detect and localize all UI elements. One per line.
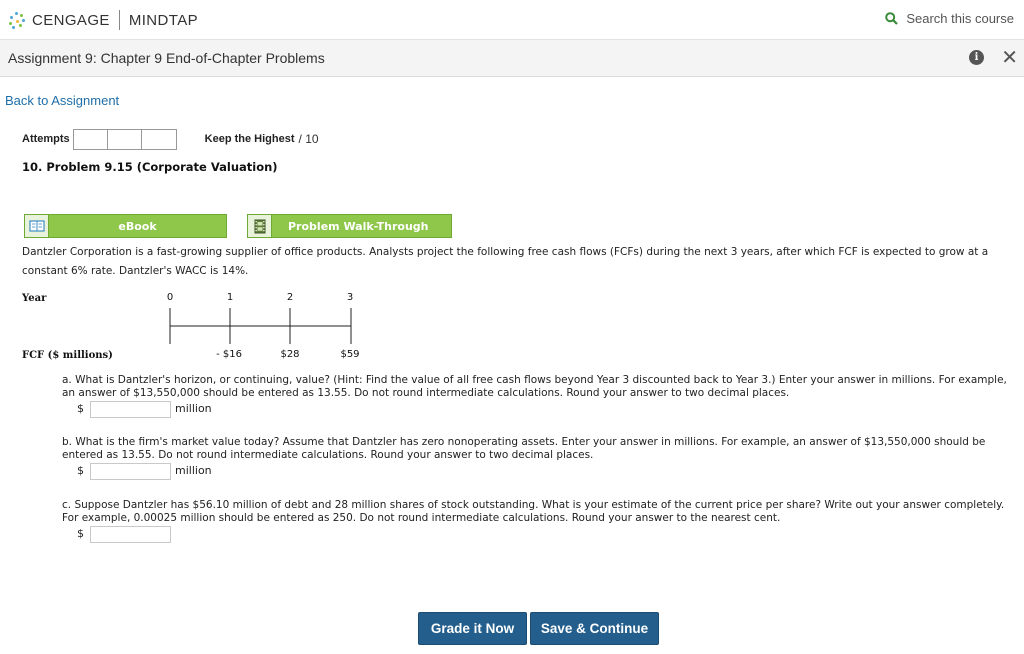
question-a-text: a. What is Dantzler's horizon, or continuing, value? (Hint: Find the value of all free cash flows beyond Year 3 discounted back to Year 3.) Enter your answer in millions. For example, an answer of $13,550,000 should be entered as 13.55. Do not round intermediate calculations. Round your answer to two decimal places.	[62, 374, 1007, 399]
fcf-year-3: $59	[340, 349, 360, 360]
info-icon[interactable]: i	[969, 50, 984, 65]
year-0: 0	[166, 292, 174, 303]
cengage-logo[interactable]	[8, 9, 198, 31]
top-bar	[0, 0, 1024, 40]
currency-symbol: $	[77, 526, 84, 540]
attempt-box	[142, 130, 176, 149]
problem-title: 10. Problem 9.15 (Corporate Valuation)	[22, 160, 278, 174]
attempt-box	[108, 130, 142, 149]
close-icon[interactable]: ✕	[1001, 45, 1018, 69]
search-icon	[885, 12, 898, 25]
problem-walkthrough-button[interactable]	[247, 214, 452, 238]
year-1: 1	[226, 292, 234, 303]
film-icon	[248, 215, 272, 237]
year-label: Year	[22, 293, 47, 304]
brand-cengage: CENGAGE	[32, 11, 110, 29]
unit-label: million	[175, 463, 212, 477]
unit-label: million	[175, 401, 212, 415]
attempt-box	[74, 130, 108, 149]
question-c	[62, 499, 1007, 543]
answer-c-input[interactable]	[90, 526, 171, 543]
ebook-button[interactable]	[24, 214, 227, 238]
save-continue-button[interactable]: Save & Continue	[530, 612, 659, 645]
book-icon	[25, 215, 49, 237]
year-2: 2	[286, 292, 294, 303]
answer-a-row	[77, 400, 1007, 418]
ebook-label: eBook	[118, 219, 157, 233]
answer-c-row	[77, 525, 1007, 543]
fcf-label: FCF ($ millions)	[22, 350, 113, 361]
fcf-year-1: - $16	[216, 349, 242, 360]
fcf-year-2: $28	[280, 349, 300, 360]
assignment-title-bar	[0, 40, 1024, 77]
keep-highest-label: Keep the Highest	[204, 133, 295, 145]
assignment-title: Assignment 9: Chapter 9 End-of-Chapter Problems	[8, 50, 325, 66]
attempts-row	[22, 128, 319, 150]
grade-it-now-button[interactable]: Grade it Now	[418, 612, 527, 645]
question-b	[62, 436, 1007, 480]
question-a	[62, 374, 1007, 418]
question-b-text: b. What is the firm's market value today? Assume that Dantzler has zero nonoperating assets. Enter your answer in millions. For example, an answer of $13,550,000 should be entered as 13.55. Do not round intermediate calculations. Round your answer to two decimal places.	[62, 436, 986, 461]
cash-flow-timeline	[0, 288, 400, 368]
currency-symbol: $	[77, 463, 84, 477]
search-course[interactable]	[885, 11, 1014, 26]
walkthrough-label: Problem Walk-Through	[288, 219, 429, 233]
question-c-text: c. Suppose Dantzler has $56.10 million of debt and 28 million shares of stock outstanding. What is your estimate of the current price per share? Write out your answer completely. For example, 0.00025 million should be entered as 250. Do not round intermediate calculations. Round your answer to the nearest cent.	[62, 499, 1005, 524]
currency-symbol: $	[77, 401, 84, 415]
attempts-label: Attempts	[22, 133, 70, 145]
problem-statement: Dantzler Corporation is a fast-growing supplier of office products. Analysts project the following free cash flows (FCFs) during the next 3 years, after which FCF is expected to grow at a constant 6% rate. Dantzler's WACC is 14%.	[22, 246, 989, 277]
attempts-max: / 10	[298, 132, 319, 146]
search-placeholder[interactable]: Search this course	[906, 11, 1014, 26]
brand-divider	[119, 10, 120, 30]
cengage-dots-icon	[8, 11, 26, 29]
answer-b-row	[77, 462, 1007, 480]
answer-b-input[interactable]	[90, 463, 171, 480]
brand-mindtap: MINDTAP	[128, 11, 199, 29]
year-3: 3	[346, 292, 354, 303]
back-to-assignment-link[interactable]: Back to Assignment	[5, 93, 120, 108]
attempts-boxes	[73, 129, 177, 150]
answer-a-input[interactable]	[90, 401, 171, 418]
